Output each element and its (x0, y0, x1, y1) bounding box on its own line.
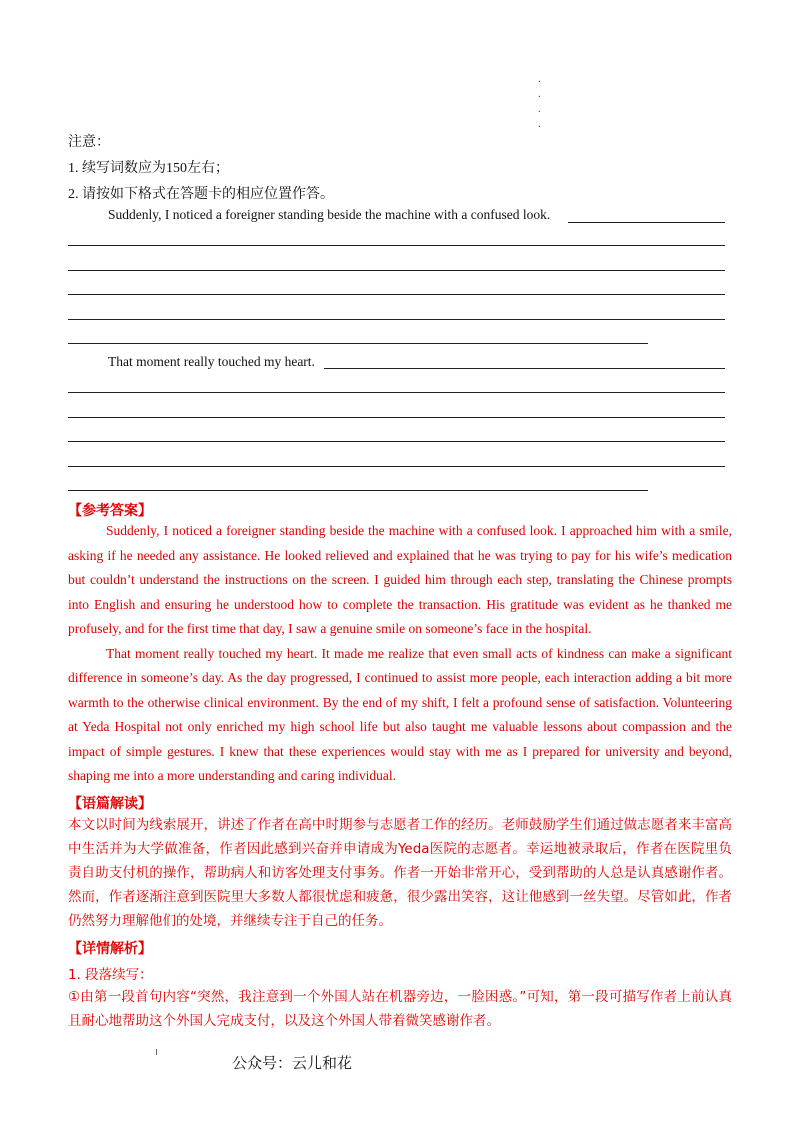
dot: . (538, 103, 541, 115)
reference-paragraph-1: Suddenly, I noticed a foreigner standing beside the machine with a confused look. I approached him with a smile, asking if he needed any assistance. He looked relieved and explained that he was trying to pay for his wife’s medication but couldn’t understand the instructions on the screen. I guided him through each step, translating the Chinese prompts into English and ensuring he understood how to complete the transaction. His gratitude was evident as he thanked me profusely, and for the first time that day, I saw a genuine smile on someone’s face in the hospital. (68, 523, 732, 636)
answer-line (68, 392, 725, 393)
answer-line (68, 270, 725, 271)
answer-line (68, 417, 725, 418)
footer-account: 公众号：云儿和花 (232, 1054, 353, 1072)
analysis-text: 本文以时间为线索展开，讲述了作者在高中时期参与志愿者工作的经历。老师鼓励学生们通过做志愿者来丰富高中生活并为大学做准备，作者因此感到兴奋并申请成为Yeda医院的志愿者。幸运地被录取后，作者在医院里负责自助支付机的操作，帮助病人和访客处理支付事务。作者一开始非常开心，受到帮助的人总是认真感谢作者。然而，作者逐渐注意到医院里大多数人都很忧虑和疲惫，很少露出笑容，这让他感到一丝失望。尽管如此，作者仍然努力理解他们的处境，并继续专注于自己的任务。 (68, 817, 732, 929)
note-item-1: 1. 续写词数应为150左右； (68, 161, 229, 176)
answer-line (68, 245, 725, 246)
answer-line (68, 294, 725, 295)
prompt-second-paragraph: That moment really touched my heart. (108, 354, 315, 369)
dot: . (538, 73, 541, 85)
note-item-2: 2. 请按如下格式在答题卡的相应位置作答。 (68, 187, 334, 202)
notes-heading: 注意： (68, 135, 110, 150)
reference-answer-title: 【参考答案】 (68, 503, 152, 519)
margin-mark (156, 1049, 157, 1055)
answer-line (568, 222, 725, 223)
reference-paragraph-2: That moment really touched my heart. It made me realize that even small acts of kindness can make a significant difference in someone’s day. As the day progressed, I continued to assist more people, each interaction adding a bit more warmth to the otherwise clinical environment. By the end of my shift, I felt a profound sense of satisfaction. Volunteering at Yeda Hospital not only enriched my high school life but also taught me valuable lessons about compassion and the impact of simple gestures. I knew that these experiences would stay with me as I prepared for university and beyond, shaping me into a more understanding and caring individual. (68, 645, 732, 783)
answer-line (68, 466, 725, 467)
details-subheading: 1. 段落续写： (68, 967, 153, 983)
answer-line (68, 490, 648, 491)
details-title: 【详情解析】 (68, 941, 152, 957)
dot: . (538, 118, 541, 130)
prompt-first-paragraph: Suddenly, I noticed a foreigner standing beside the machine with a confused look. (108, 207, 551, 222)
details-point-1: ①由第一段首句内容“突然，我注意到一个外国人站在机器旁边，一脸困惑。”可知，第一段可描写作者上前认真且耐心地帮助这个外国人完成支付，以及这个外国人带着微笑感谢作者。 (68, 989, 732, 1029)
decorative-dots (538, 72, 544, 132)
answer-line (68, 319, 725, 320)
dot: . (538, 88, 541, 100)
analysis-title: 【语篇解读】 (68, 796, 152, 812)
reference-answer-body (68, 519, 732, 789)
answer-line (68, 441, 725, 442)
answer-line (324, 368, 725, 369)
answer-line (68, 343, 648, 344)
